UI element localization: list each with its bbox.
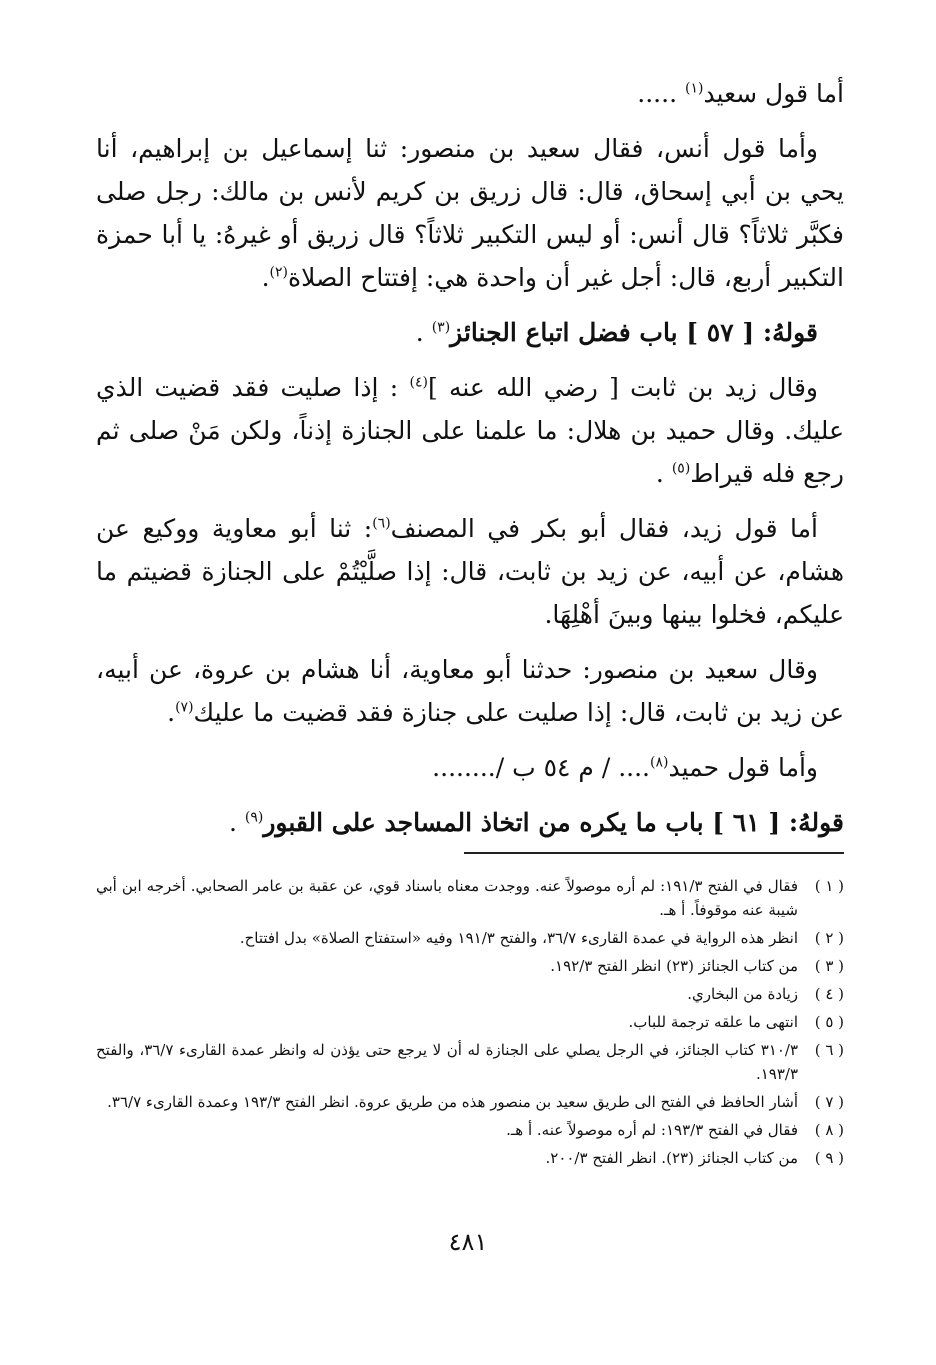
text-segment: وأما قول حميد: [668, 753, 818, 782]
text-segment: .: [261, 263, 270, 292]
footnote-number: ( ١ ): [814, 877, 844, 895]
chapter-heading: قولهُ: [ ٥٧ ] باب فضل اتباع الجنائز: [450, 318, 818, 347]
text-segment: وقال سعيد بن منصور: حدثنا أبو معاوية، أنا هشام بن عروة، عن أبيه، عن زيد بن ثابت، قال: إذا صليت على جنازة فقد قضيت ما عليك: [96, 655, 844, 727]
footnote-number: ( ٧ ): [814, 1093, 844, 1111]
footnote-item: [96, 1010, 844, 1034]
footnote-separator: [464, 852, 844, 854]
paragraph-zaid-humaid: [96, 366, 844, 495]
footnote-number: ( ٨ ): [814, 1121, 844, 1139]
footnote-item: [96, 1146, 844, 1170]
paragraph-humaid: [96, 746, 844, 789]
footnote-number: ( ٤ ): [814, 985, 844, 1003]
text-segment: .... / م ٥٤ ب /........: [432, 753, 650, 782]
footnote-text: زيادة من البخاري.: [687, 985, 798, 1003]
footnote-text: من كتاب الجنائز (٢٣) انظر الفتح ١٩٢/٣.: [550, 957, 798, 975]
footnote-ref-7: (٧): [175, 699, 194, 716]
paragraph-anas: [96, 127, 844, 299]
footnote-ref-9: (٩): [244, 809, 264, 826]
footnote-text: أشار الحافظ في الفتح الى طريق سعيد بن منصور هذه من طريق عروة. انظر الفتح ١٩٣/٣ وعمدة القارىء ٣٦/٧.: [107, 1093, 798, 1111]
footnote-number: ( ٩ ): [814, 1149, 844, 1167]
paragraph-zaid-musannaf: [96, 507, 844, 636]
footnote-item: [96, 1090, 844, 1114]
footnote-ref-4: (٤): [409, 374, 428, 391]
text-segment: أما قول زيد، فقال أبو بكر في المصنف: [390, 514, 818, 543]
text-segment: .: [415, 318, 432, 347]
paragraph-saeed-mansur: [96, 648, 844, 734]
footnote-number: ( ٢ ): [814, 929, 844, 947]
heading-chapter-61: [96, 801, 844, 844]
footnote-ref-6: (٦): [372, 515, 391, 532]
footnote-number: ( ٥ ): [814, 1013, 844, 1031]
text-segment: وقال زيد بن ثابت [ رضي الله عنه ]: [427, 373, 819, 402]
text-segment: أما قول سعيد: [703, 79, 844, 108]
footnote-text: فقال في الفتح ١٩١/٣: لم أره موصولاً عنه. ووجدت معناه باسناد قوي، عن عقبة بن عامر الصحابي. أخرجه ابن أبي شيبة عنه موقوفاً. أ هـ.: [96, 877, 798, 919]
footnote-ref-8: (٨): [650, 754, 669, 771]
footnote-number: ( ٣ ): [814, 957, 844, 975]
footnote-text: ٣١٠/٣ كتاب الجنائز، في الرجل يصلي على الجنازة له أن لا يرجع حتى يؤذن له وانظر عمدة القارىء ٣٦/٧، والفتح ١٩٣/٣.: [96, 1041, 799, 1083]
footnote-item: [96, 982, 844, 1006]
paragraph-saeed-intro: [96, 72, 844, 115]
text-segment: .: [228, 808, 245, 837]
footnote-ref-2: (٢): [269, 264, 288, 281]
text-segment: .: [167, 698, 176, 727]
footnote-ref-5: (٥): [671, 460, 691, 477]
footnote-text: فقال في الفتح ١٩٣/٣: لم أره موصولاً عنه. أ هـ.: [506, 1121, 798, 1139]
footnote-item: [96, 926, 844, 950]
footnotes: [96, 874, 844, 1174]
footnote-item: [96, 1118, 844, 1142]
footnote-text: انتهى ما علقه ترجمة للباب.: [628, 1013, 798, 1031]
text-segment: : ثنا أبو معاوية ووكيع عن هشام، عن أبيه، عن زيد بن ثابت، قال: إذا صلَّيْتُمْ على الجنازة قضيتم ما عليكم، فخلوا بينها وبينَ أهْلِهَا.: [96, 514, 844, 629]
page-number: ٤٨١: [448, 1228, 488, 1256]
footnote-item: [96, 1038, 844, 1086]
chapter-heading: قولهُ: [ ٦١ ] باب ما يكره من اتخاذ المساجد على القبور: [263, 808, 844, 837]
footnote-text: من كتاب الجنائز (٢٣). انظر الفتح ٢٠٠/٣.: [545, 1149, 798, 1167]
heading-chapter-57: [96, 311, 844, 354]
text-segment: .....: [637, 79, 685, 108]
footnote-text: انظر هذه الرواية في عمدة القارىء ٣٦/٧، والفتح ١٩١/٣ وفيه «استفتاح الصلاة» بدل افتتاح.: [239, 929, 798, 947]
main-text: [96, 72, 844, 856]
footnote-ref-3: (٣): [431, 319, 451, 336]
footnote-ref-1: (١): [684, 80, 704, 97]
footnote-item: [96, 874, 844, 922]
text-segment: وأما قول أنس، فقال سعيد بن منصور: ثنا إسماعيل بن إبراهيم، أنا يحي بن أبي إسحاق، قال: قال زريق بن كريم لأنس بن مالك: رجل صلى فكبَّر ثلاثاً؟ قال أنس: أو ليس التكبير ثلاثاً؟ قال زريق أو غيرهُ: يا أبا حمزة التكبير أربع، قال: أجل غير أن واحدة هي: إفتتاح الصلاة: [96, 134, 844, 292]
text-segment: : إذا صليت فقد قضيت الذي عليك. وقال حميد بن هلال: ما علمنا على الجنازة إذناً، ولكن مَنْ صلى ثم رجع فله قيراط: [96, 373, 844, 488]
text-segment: .: [655, 459, 672, 488]
footnote-item: [96, 954, 844, 978]
footnote-number: ( ٦ ): [814, 1041, 844, 1059]
